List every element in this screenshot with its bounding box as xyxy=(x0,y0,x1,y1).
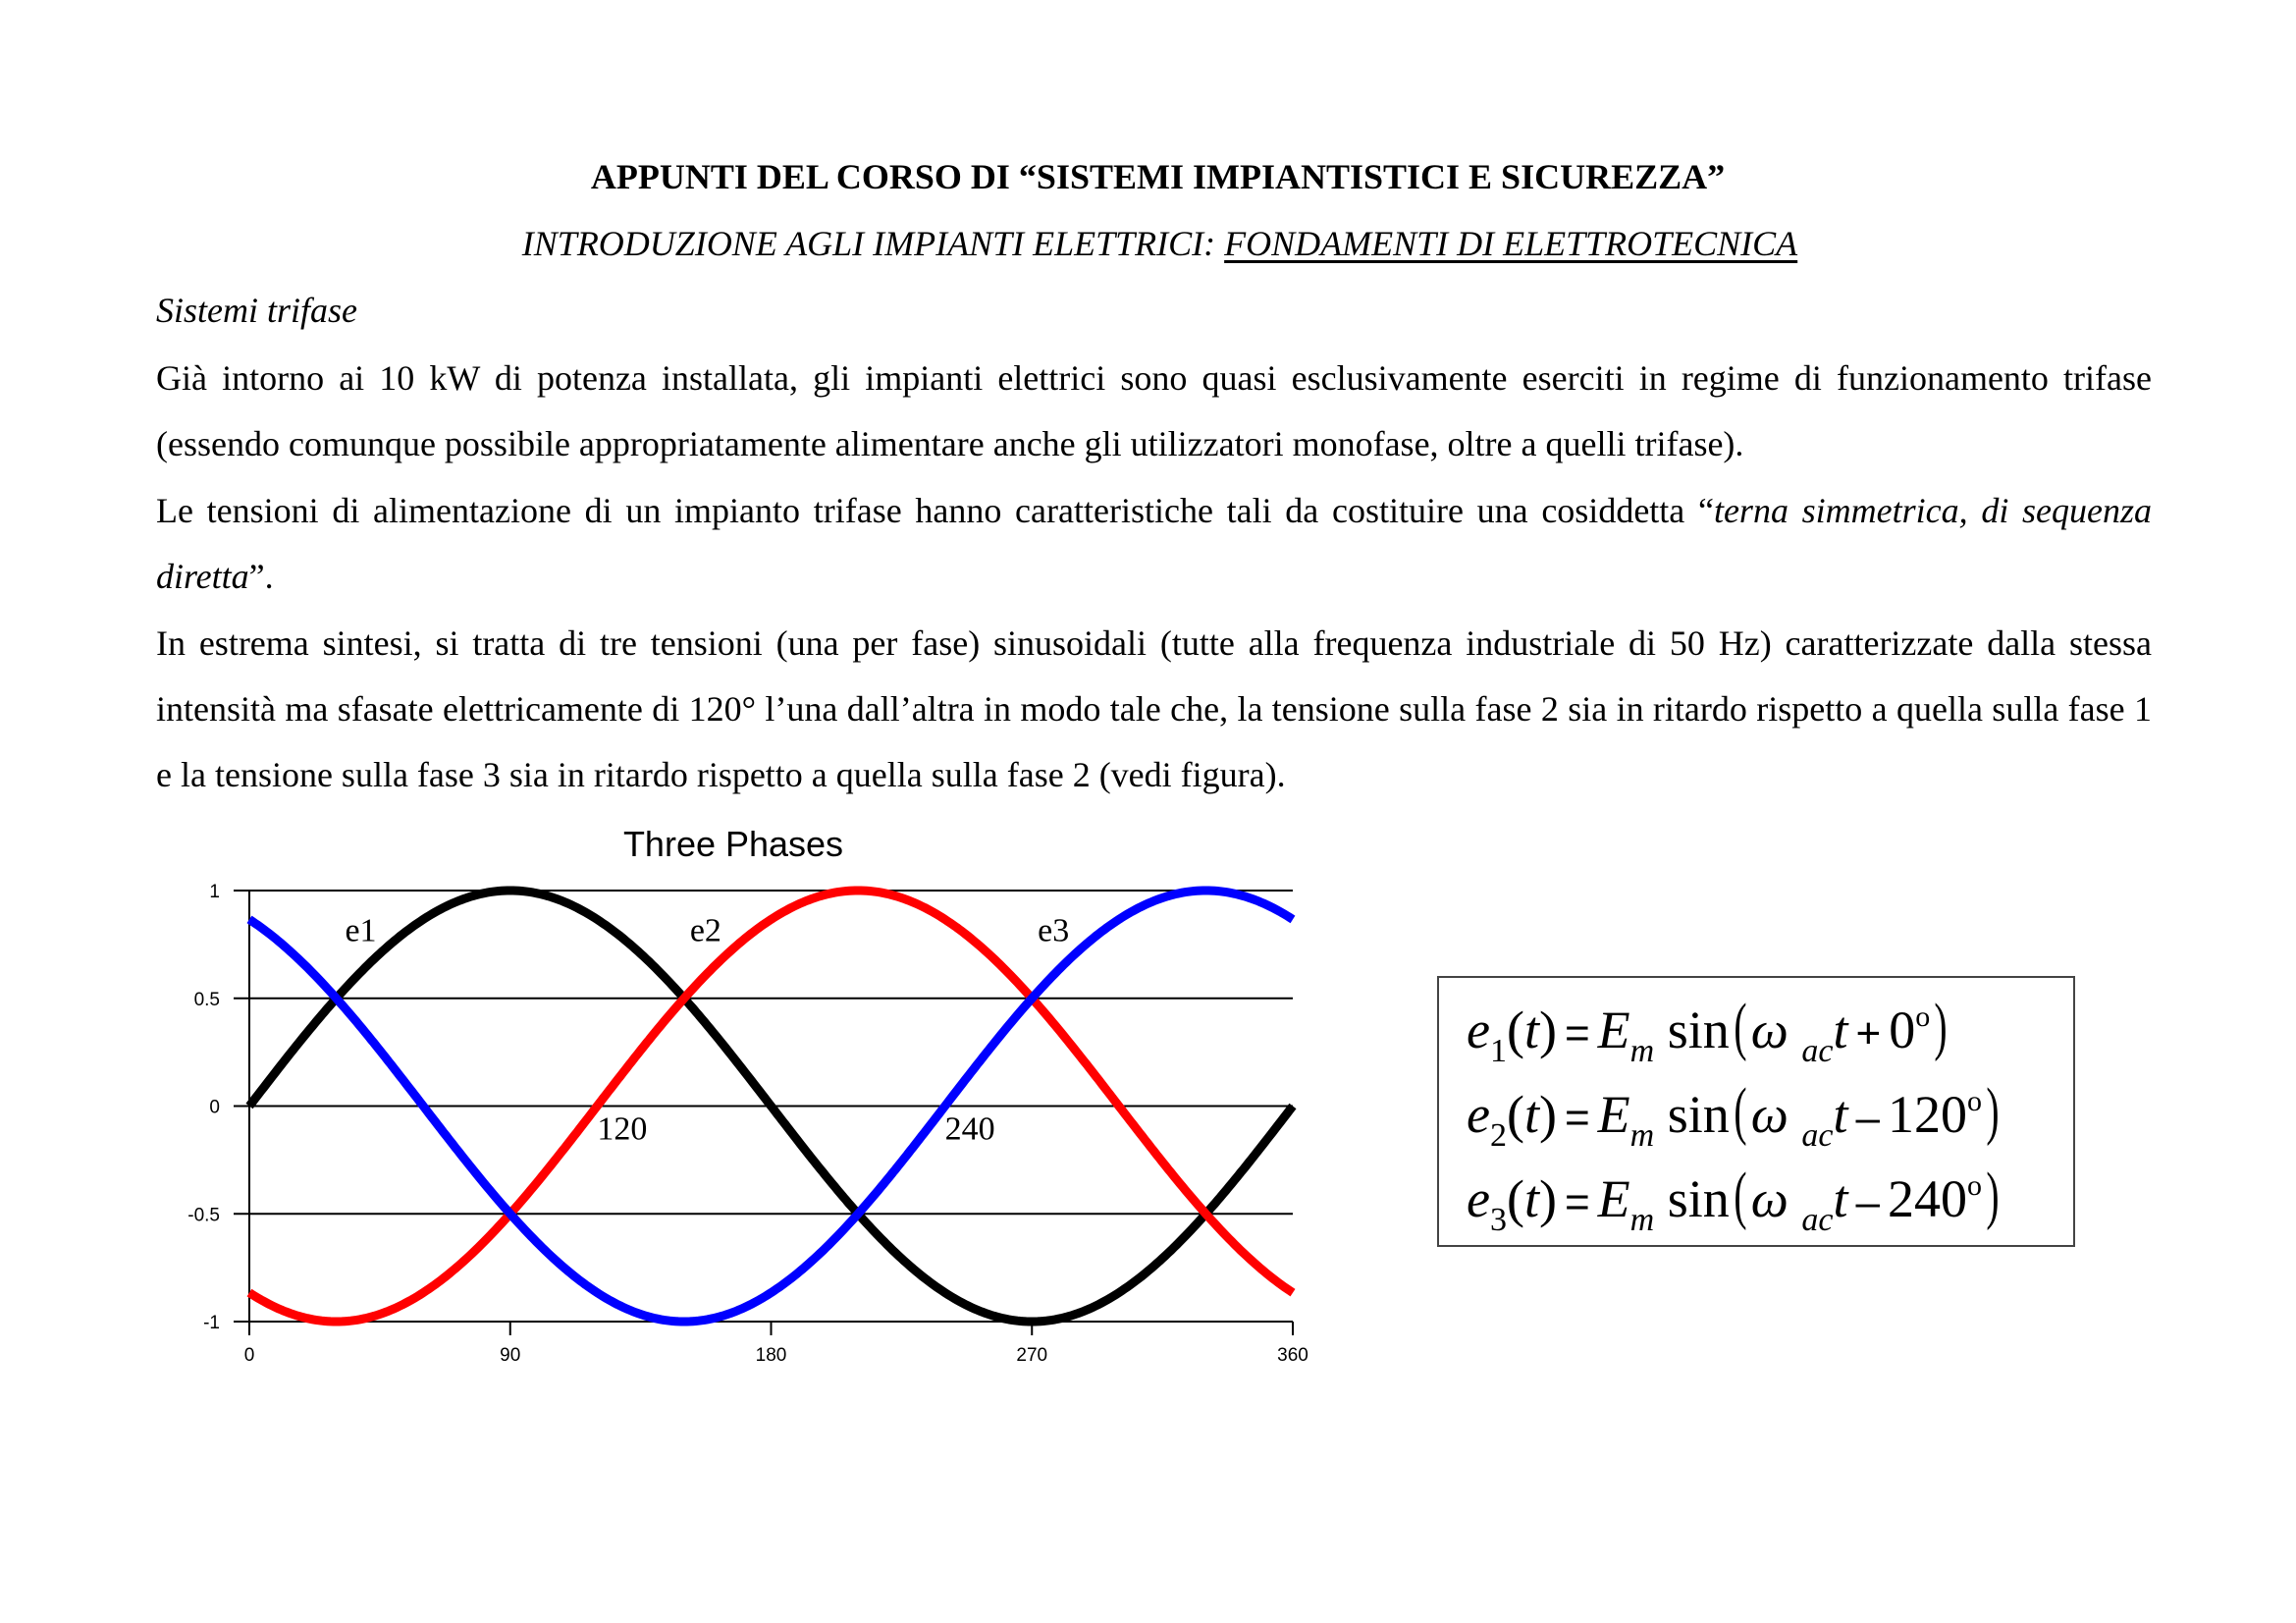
eq-equals: = xyxy=(1564,1009,1590,1057)
chart-svg xyxy=(147,815,1345,1394)
eq-phase: 0 xyxy=(1889,1001,1916,1059)
eq-big-paren-close: ) xyxy=(1934,991,1948,1062)
eq-big-paren-open: ( xyxy=(1734,991,1747,1062)
eq-amplitude-subscript: m xyxy=(1629,1117,1655,1154)
eq-lhs-var: e xyxy=(1467,1085,1490,1144)
paragraph-3: In estrema sintesi, si tratta di tre tensioni (una per fase) sinusoidali (tutte alla frequenza industriale di 50 Hz) caratterizzate dalla stessa intensità ma sfasate elettricamente di 120° l’una dall’altra in modo tale che, la tensione sulla fase 2 sia in ritardo rispetto a quella sulla fase 1 e la tensione sulla fase 3 sia in ritardo rispetto a quella sulla fase 2 (vedi figura). xyxy=(156,622,2152,795)
x-tick-label: 0 xyxy=(243,1345,255,1366)
eq-big-paren-open: ( xyxy=(1734,1075,1747,1147)
eq-amplitude-subscript: m xyxy=(1629,1033,1655,1069)
equation-e2 xyxy=(1467,1075,2003,1154)
eq-time-var: t xyxy=(1833,1085,1848,1144)
paragraph-2 xyxy=(156,478,2152,611)
eq-phase: 120 xyxy=(1887,1085,1967,1144)
y-tick-label: 0.5 xyxy=(193,989,220,1010)
eq-lhs-var: e xyxy=(1467,1001,1490,1059)
eq-degree: o xyxy=(1966,1085,1982,1117)
eq-amplitude: E xyxy=(1597,1001,1630,1059)
eq-degree: o xyxy=(1915,1001,1931,1033)
y-tick-label: -0.5 xyxy=(187,1205,220,1226)
annotation-120: 120 xyxy=(597,1110,648,1148)
eq-omega: ω xyxy=(1750,1085,1802,1144)
eq-paren: ) xyxy=(1538,1001,1557,1059)
eq-equals: = xyxy=(1564,1178,1590,1226)
eq-lhs-arg: t xyxy=(1523,1001,1539,1059)
section-heading: Sistemi trifase xyxy=(156,291,357,330)
annotation-e2: e2 xyxy=(689,912,721,949)
body-text xyxy=(156,346,2152,809)
three-phases-chart xyxy=(147,815,1345,1394)
equations-box xyxy=(1437,976,2075,1247)
eq-paren: ( xyxy=(1506,1085,1524,1144)
eq-phase: 240 xyxy=(1887,1169,1967,1228)
eq-time-var: t xyxy=(1833,1169,1848,1228)
eq-omega-subscript: ac xyxy=(1801,1202,1834,1238)
y-tick-label: 1 xyxy=(209,882,220,902)
eq-operator: + xyxy=(1855,1009,1882,1057)
paragraph-2-italic: terna simmetrica, di sequenza diretta xyxy=(156,490,2152,597)
eq-time-var: t xyxy=(1833,1001,1848,1059)
document-title-text: APPUNTI DEL CORSO DI “SISTEMI IMPIANTISTICI E SICUREZZA” xyxy=(590,157,1726,196)
document-subtitle xyxy=(0,222,2296,265)
subtitle-underlined: FONDAMENTI DI ELETTROTECNICA xyxy=(1224,224,1798,263)
annotation-e3: e3 xyxy=(1038,912,1070,949)
paragraph-1: Già intorno ai 10 kW di potenza installata, gli impianti elettrici sono quasi esclusivamente eserciti in regime di funzionamento trifase (essendo comunque possibile appropriatamente alimentare anche gli utilizzatori monofase, oltre a quelli trifase). xyxy=(156,358,2152,464)
eq-degree: o xyxy=(1966,1169,1982,1202)
document-title xyxy=(0,155,2296,198)
chart-gridlines xyxy=(234,891,1293,1322)
x-tick-label: 270 xyxy=(1016,1345,1048,1366)
eq-omega-subscript: ac xyxy=(1801,1117,1834,1154)
eq-big-paren-open: ( xyxy=(1734,1160,1747,1231)
eq-omega-subscript: ac xyxy=(1801,1033,1834,1069)
eq-paren: ( xyxy=(1506,1001,1524,1059)
eq-paren: ) xyxy=(1538,1085,1557,1144)
eq-amplitude: E xyxy=(1597,1085,1630,1144)
eq-lhs-subscript: 3 xyxy=(1489,1202,1507,1238)
x-tick-label: 90 xyxy=(500,1345,521,1366)
eq-lhs-subscript: 1 xyxy=(1489,1033,1507,1069)
chart-title: Three Phases xyxy=(622,824,844,864)
eq-lhs-var: e xyxy=(1467,1169,1490,1228)
paragraph-2-after: ”. xyxy=(248,557,274,597)
eq-omega: ω xyxy=(1750,1169,1802,1228)
annotation-240: 240 xyxy=(944,1110,995,1148)
y-tick-label: 0 xyxy=(209,1097,220,1118)
eq-paren: ) xyxy=(1538,1169,1557,1228)
eq-paren: ( xyxy=(1506,1169,1524,1228)
eq-amplitude: E xyxy=(1597,1169,1630,1228)
eq-lhs-arg: t xyxy=(1523,1085,1539,1144)
eq-lhs-arg: t xyxy=(1523,1169,1539,1228)
chart-tick-labels xyxy=(187,882,1308,1366)
equation-e1 xyxy=(1467,991,1951,1069)
eq-big-paren-close: ) xyxy=(1986,1075,2000,1147)
eq-function: sin xyxy=(1654,1169,1730,1228)
eq-lhs-subscript: 2 xyxy=(1489,1117,1507,1154)
y-tick-label: -1 xyxy=(203,1313,220,1333)
annotation-e1: e1 xyxy=(345,912,377,949)
paragraph-2-before: Le tensioni di alimentazione di un impianto trifase hanno caratteristiche tali da costituire una cosiddetta “ xyxy=(156,490,1714,530)
x-tick-label: 180 xyxy=(755,1345,787,1366)
eq-function: sin xyxy=(1654,1001,1730,1059)
eq-function: sin xyxy=(1654,1085,1730,1144)
eq-omega: ω xyxy=(1750,1001,1802,1059)
subtitle-prefix: INTRODUZIONE AGLI IMPIANTI ELETTRICI: xyxy=(521,224,1225,263)
eq-amplitude-subscript: m xyxy=(1629,1202,1655,1238)
equation-e3 xyxy=(1467,1160,2003,1238)
eq-equals: = xyxy=(1564,1094,1590,1142)
eq-operator: – xyxy=(1855,1094,1880,1142)
eq-big-paren-close: ) xyxy=(1986,1160,2000,1231)
eq-operator: – xyxy=(1855,1178,1880,1226)
x-tick-label: 360 xyxy=(1277,1345,1308,1366)
